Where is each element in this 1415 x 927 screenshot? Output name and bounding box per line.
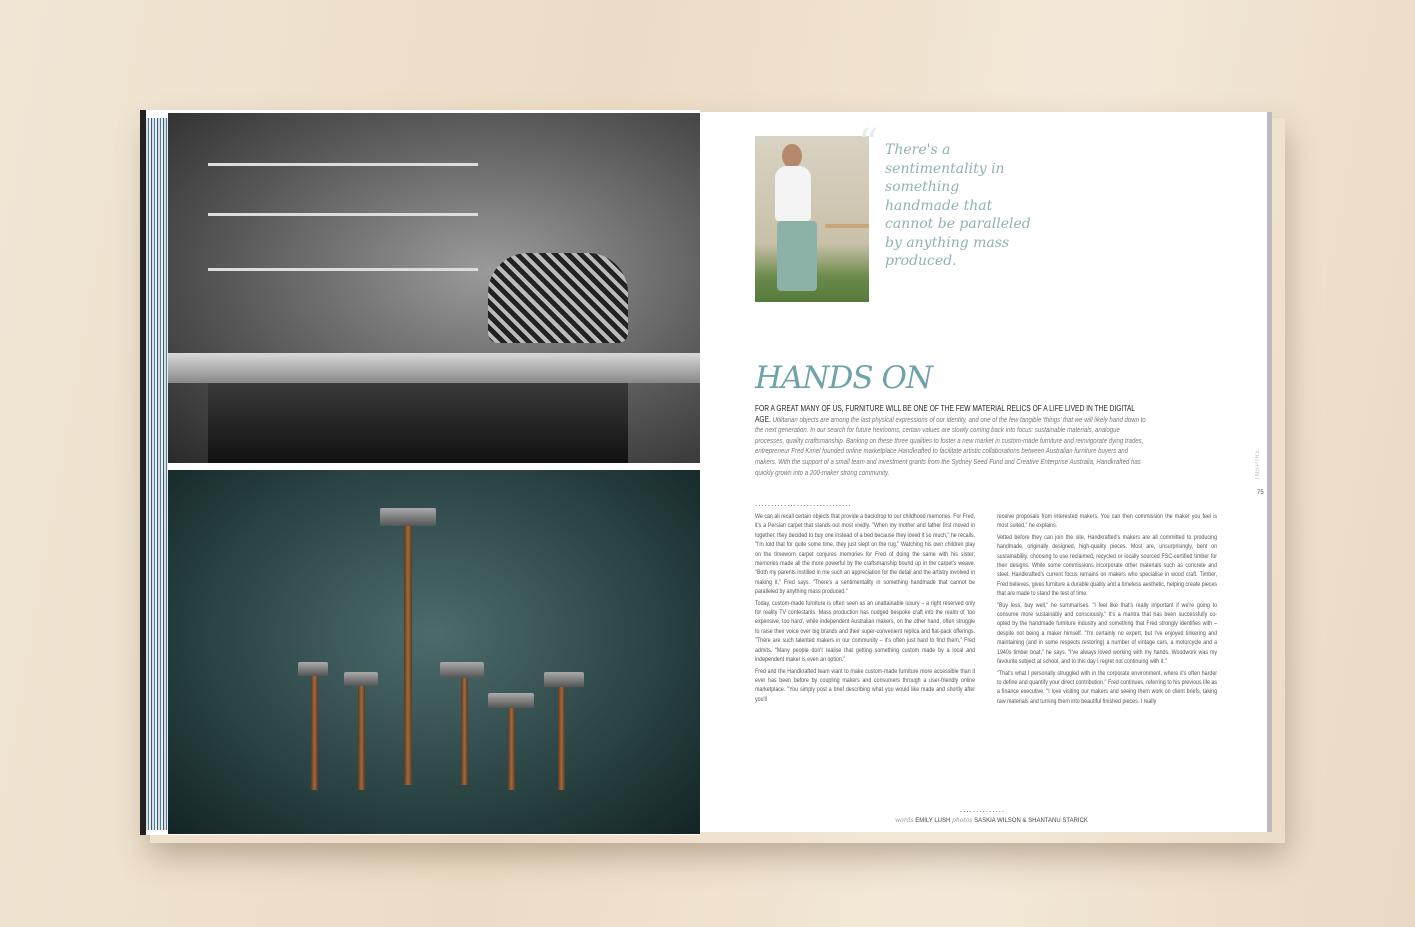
words-label: words	[895, 817, 914, 824]
photos-label: photos	[952, 817, 973, 824]
paragraph: Today, custom-made furniture is often seen as an unattainable luxury – a right reserved only for reality TV contestants. Mass production has nudged bespoke craft into the realm of 'too expensive, too hard', while independent Australian makers, on the other hand, often struggle to raise their voice over big brands and their super-convenient replica and flat-pack offerings. "There are such talented makers in our community – it's often just hard to find them," Fred admits. "Many people don't realise that getting something custom made by a local and independent maker is even an option."	[755, 599, 976, 664]
shelf	[208, 163, 478, 166]
hammer-head	[380, 508, 436, 526]
portrait-head	[782, 144, 802, 168]
hammer-handle	[358, 685, 365, 790]
column-2	[997, 512, 1217, 708]
photographers: SASKIA WILSON & SHANTANU STARICK	[974, 818, 1088, 824]
article-intro	[755, 404, 1147, 478]
hammer-handle	[404, 520, 412, 785]
intro-body: Utilitarian objects are among the last physical expressions of our identity, and one of the few tangible 'things' that we will likely hand down to the next generation. In our search for future heirlooms, certain values are slowly coming back into focus: sustainable materials, analogue processes, quality craftsmanship. Banking on these three qualities to foster a new market in custom-made furniture and reinvigorate dying trades, entrepreneur Fred Kimel founded online marketplace Handkrafted to facilitate artistic collaborations between Australian furniture buyers and makers. With the support of a small team and investment grants from the Sydney Seed Fund and Creative Enterprise Australia, Handkrafted has quickly grown into a 200-maker strong community.	[755, 415, 1146, 477]
hammer-handle	[508, 705, 515, 790]
pull-quote: There's a sentimentality in something handmade that cannot be paralleled by anything mass produced.	[885, 142, 1031, 269]
divider-dots: ..............................	[755, 499, 852, 508]
portrait-desk	[825, 224, 869, 228]
page-edges	[146, 118, 168, 830]
section-label: INSPIRE	[1255, 448, 1261, 480]
intro-lead: FOR A GREAT MANY OF US, FURNITURE WILL BE ONE OF THE FEW MATERIAL RELICS OF A LIFE LIVED IN THE DIGITAL AGE.	[755, 404, 1135, 424]
hammer-head	[488, 693, 534, 708]
credit-divider-dots: ..............	[960, 805, 1006, 814]
column-1	[755, 512, 975, 706]
paragraph: "That's what I personally struggled with in the corporate environment, where it's often harder to define and quantify your direct contribution," Fred continues, referring to his previous life as a finance executive. "I love visiting our makers and seeing them work on client briefs, taking raw materials and turning them into beautiful finished pieces. I really	[997, 669, 1218, 705]
writer: EMILY LUSH	[915, 818, 951, 824]
craftsman	[488, 253, 628, 343]
paragraph: receive proposals from interested makers. You can then commission the maker you feel is most suited," he explains.	[997, 513, 1218, 530]
hammer-head	[544, 672, 584, 687]
workshop-photo	[168, 113, 700, 463]
hammer-handle	[461, 675, 468, 785]
page-number: 75	[1257, 490, 1264, 496]
hammer-handle	[558, 685, 565, 790]
hammer-handle	[311, 675, 318, 790]
article-title: HANDS ON	[755, 360, 933, 396]
paragraph: "Buy less, buy well," he summarises. "I feel like that's really important if we're going to consume more sustainably and consciously." It's a mantra that has been successfully co-opted by the handmade furniture industry and something that Fred strongly identifies with – despite not being a maker himself. "I'm certainly no expert, but I've enjoyed tinkering and maintaining (and in some respects restoring) a number of vintage cars, a motorcycle and a 1940s timber boat," he says. "I've always loved working with my hands. Woodwork was my favourite subject at school, and to this day I regret not continuing with it."	[997, 601, 1218, 666]
paragraph: We can all recall certain objects that provide a backdrop to our childhood memories. For Fred, it's a Persian carpet that stands out most vividly. "When my mother and father first moved in together, they decided to buy one instead of a bed because they loved it so much," he recalls. "I'm told that for quite some time, they just slept on the rug." Watching his own children play on the timeworn carpet conjures memories for Fred of doing the same with his sister; memories made all the more powerful by the craftsmanship bound up in the carpet's weave. "Both my parents instilled in me such an appreciation for the detail and the artistry involved in making it," Fred says. "There's a sentimentality in something handmade that cannot be paralleled by anything mass produced."	[755, 513, 976, 596]
hammers-photo	[168, 470, 700, 834]
hammer-head	[298, 662, 328, 676]
portrait-legs	[777, 221, 817, 291]
byline	[895, 817, 1088, 825]
hammer-head	[440, 662, 484, 678]
paragraph: Vetted before they can join the site, Handkrafted's makers are all committed to producing handmade, originally designed, high-quality pieces. Most are, unsurprisingly, bent on sustainability, choosing to use reclaimed, recycled or locally sourced FSC-certified timber for their designs. While some commissions incorporate other materials such as concrete and steel, Handkrafted's current focus remains on makers who specialise in wood craft. Timber, Fred believes, gives furniture a durable quality and a timeless aesthetic, helping create pieces that are made to stand the test of time.	[997, 533, 1218, 598]
portrait-photo	[755, 136, 869, 302]
workbench-top	[168, 353, 700, 383]
hammer-head	[344, 672, 378, 686]
quote-mark-icon: “	[858, 121, 879, 167]
paragraph: Fred and the Handkrafted team want to make custom-made furniture more accessible than it ever has been before by coupling makers and consumers through a user-friendly online marketplace. "You simply post a brief describing what you would like made and shortly after you'll	[755, 667, 976, 703]
workbench-base	[208, 383, 628, 463]
shelf	[208, 213, 478, 216]
portrait-body	[775, 166, 811, 221]
shelf	[208, 268, 478, 271]
